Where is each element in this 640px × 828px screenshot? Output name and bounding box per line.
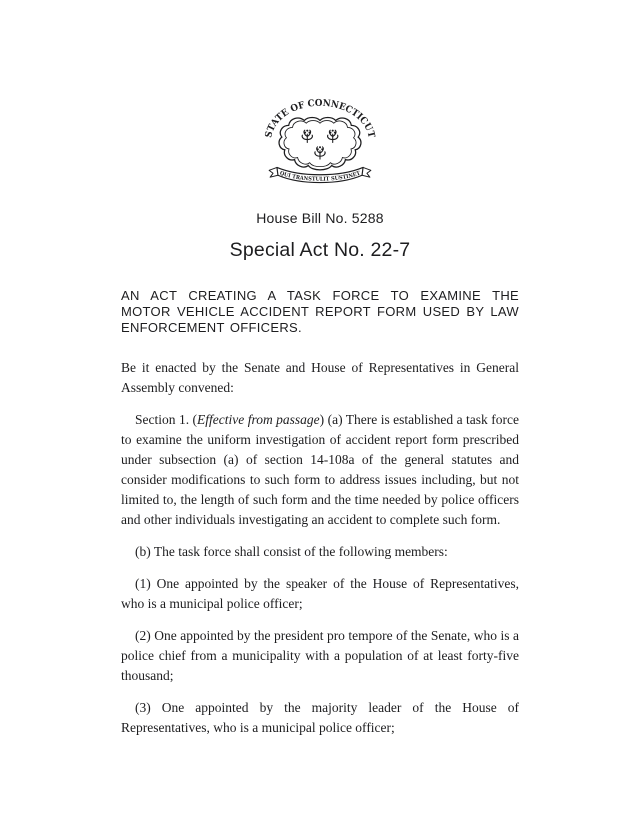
seal-motto-text: QUI TRANSTULIT SUSTINET	[278, 170, 362, 183]
seal-row	[0, 0, 640, 191]
paragraph-b: (b) The task force shall consist of the following members:	[135, 544, 448, 559]
paragraph-3: (3) One appointed by the majority leader of the House of Representatives, who is a municipal police officer;	[121, 700, 519, 735]
grapevine-icon	[328, 130, 338, 143]
seal-shield-outer	[279, 118, 361, 170]
paragraph-2: (2) One appointed by the president pro tempore of the Senate, who is a police chief from a municipality with a population of at least forty-five thousand;	[121, 628, 519, 683]
seal-arc-text: STATE OF CONNECTICUT	[263, 97, 377, 140]
section-1-text: ) (a) There is established a task force to examine the uniform investigation of accident report form prescribed under subsection (a) of section 14-108a of the general statutes and consider modifications to such form to address issues including, but not limited to, the length of such form and the time needed by police officers and other individuals investigating an accident to complete such form.	[121, 412, 519, 527]
effective-clause: Effective from passage	[197, 412, 320, 427]
grapevine-icon	[302, 130, 312, 143]
grapevine-icon	[315, 146, 325, 159]
connecticut-state-seal-icon	[261, 96, 379, 186]
act-number: Special Act No. 22-7	[229, 239, 411, 261]
enacting-clause: Be it enacted by the Senate and House of Representatives in General Assembly convened:	[121, 360, 519, 395]
bill-number: House Bill No. 5288	[256, 210, 384, 226]
act-title: AN ACT CREATING A TASK FORCE TO EXAMINE THE MOTOR VEHICLE ACCIDENT REPORT FORM USED BY LAW ENFORCEMENT OFFICERS.	[121, 288, 519, 335]
section-1-prefix: Section 1. (	[135, 412, 198, 427]
document-body	[121, 288, 519, 738]
paragraph-1: (1) One appointed by the speaker of the House of Representatives, who is a municipal police officer;	[121, 576, 519, 611]
section-1-paragraph	[121, 410, 519, 530]
